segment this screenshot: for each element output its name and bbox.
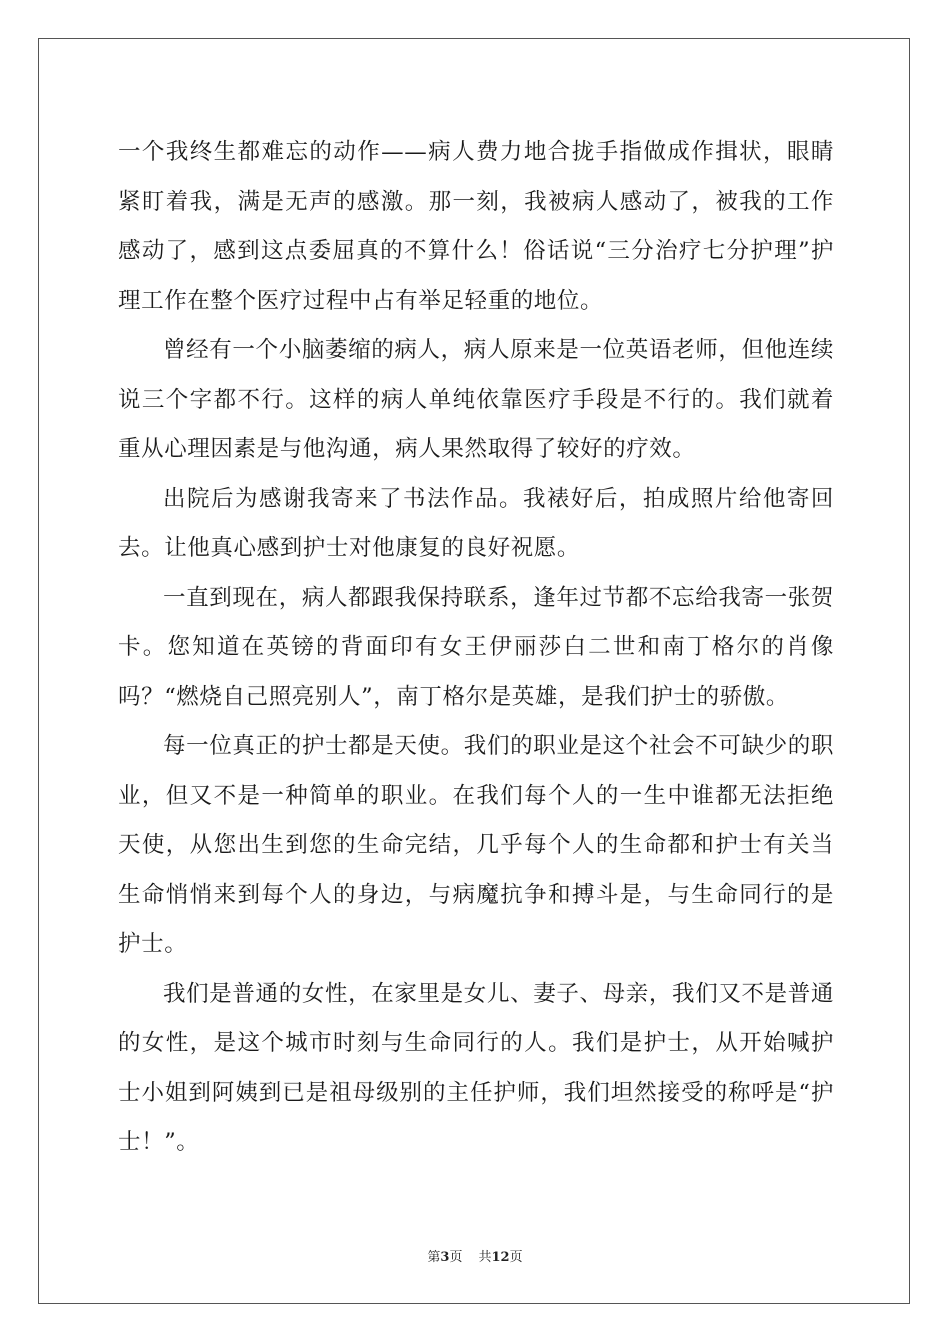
paragraph-2: 曾经有一个小脑萎缩的病人，病人原来是一位英语老师，但他连续说三个字都不行。这样的病人单纯依靠医疗手段是不行的。我们就着重从心理因素是与他沟通，病人果然取得了较好的疗效。 xyxy=(118,337,834,462)
page-footer xyxy=(0,1246,950,1265)
total-prefix: 共 xyxy=(478,1250,492,1265)
page-current: 3 xyxy=(440,1250,450,1265)
document-body xyxy=(118,128,834,1168)
page-unit: 页 xyxy=(449,1250,463,1265)
paragraph-5: 每一位真正的护士都是天使。我们的职业是这个社会不可缺少的职业，但又不是一种简单的职业。在我们每个人的一生中谁都无法拒绝天使，从您出生到您的生命完结，几乎每个人的生命都和护士有关当生命悄悄来到每个人的身边，与病魔抗争和搏斗是，与生命同行的是护士。 xyxy=(118,733,834,957)
page-prefix: 第 xyxy=(427,1250,441,1265)
paragraph-1: 一个我终生都难忘的动作——病人费力地合拢手指做成作揖状，眼睛紧盯着我，满是无声的感激。那一刻，我被病人感动了，被我的工作感动了，感到这点委屈真的不算什么！俗话说“三分治疗七分护理”护理工作在整个医疗过程中占有举足轻重的地位。 xyxy=(118,139,834,314)
total-unit: 页 xyxy=(509,1250,523,1265)
page-total: 12 xyxy=(491,1250,510,1265)
paragraph-3: 出院后为感谢我寄来了书法作品。我裱好后，拍成照片给他寄回去。让他真心感到护士对他康复的良好祝愿。 xyxy=(118,485,834,561)
paragraph-6: 我们是普通的女性，在家里是女儿、妻子、母亲，我们又不是普通的女性，是这个城市时刻与生命同行的人。我们是护士，从开始喊护士小姐到阿姨到已是祖母级别的主任护师，我们坦然接受的称呼是“护士！”。 xyxy=(118,980,834,1155)
paragraph-4: 一直到现在，病人都跟我保持联系，逢年过节都不忘给我寄一张贺卡。您知道在英镑的背面印有女王伊丽莎白二世和南丁格尔的肖像吗？“燃烧自己照亮别人”，南丁格尔是英雄，是我们护士的骄傲。 xyxy=(118,584,834,710)
